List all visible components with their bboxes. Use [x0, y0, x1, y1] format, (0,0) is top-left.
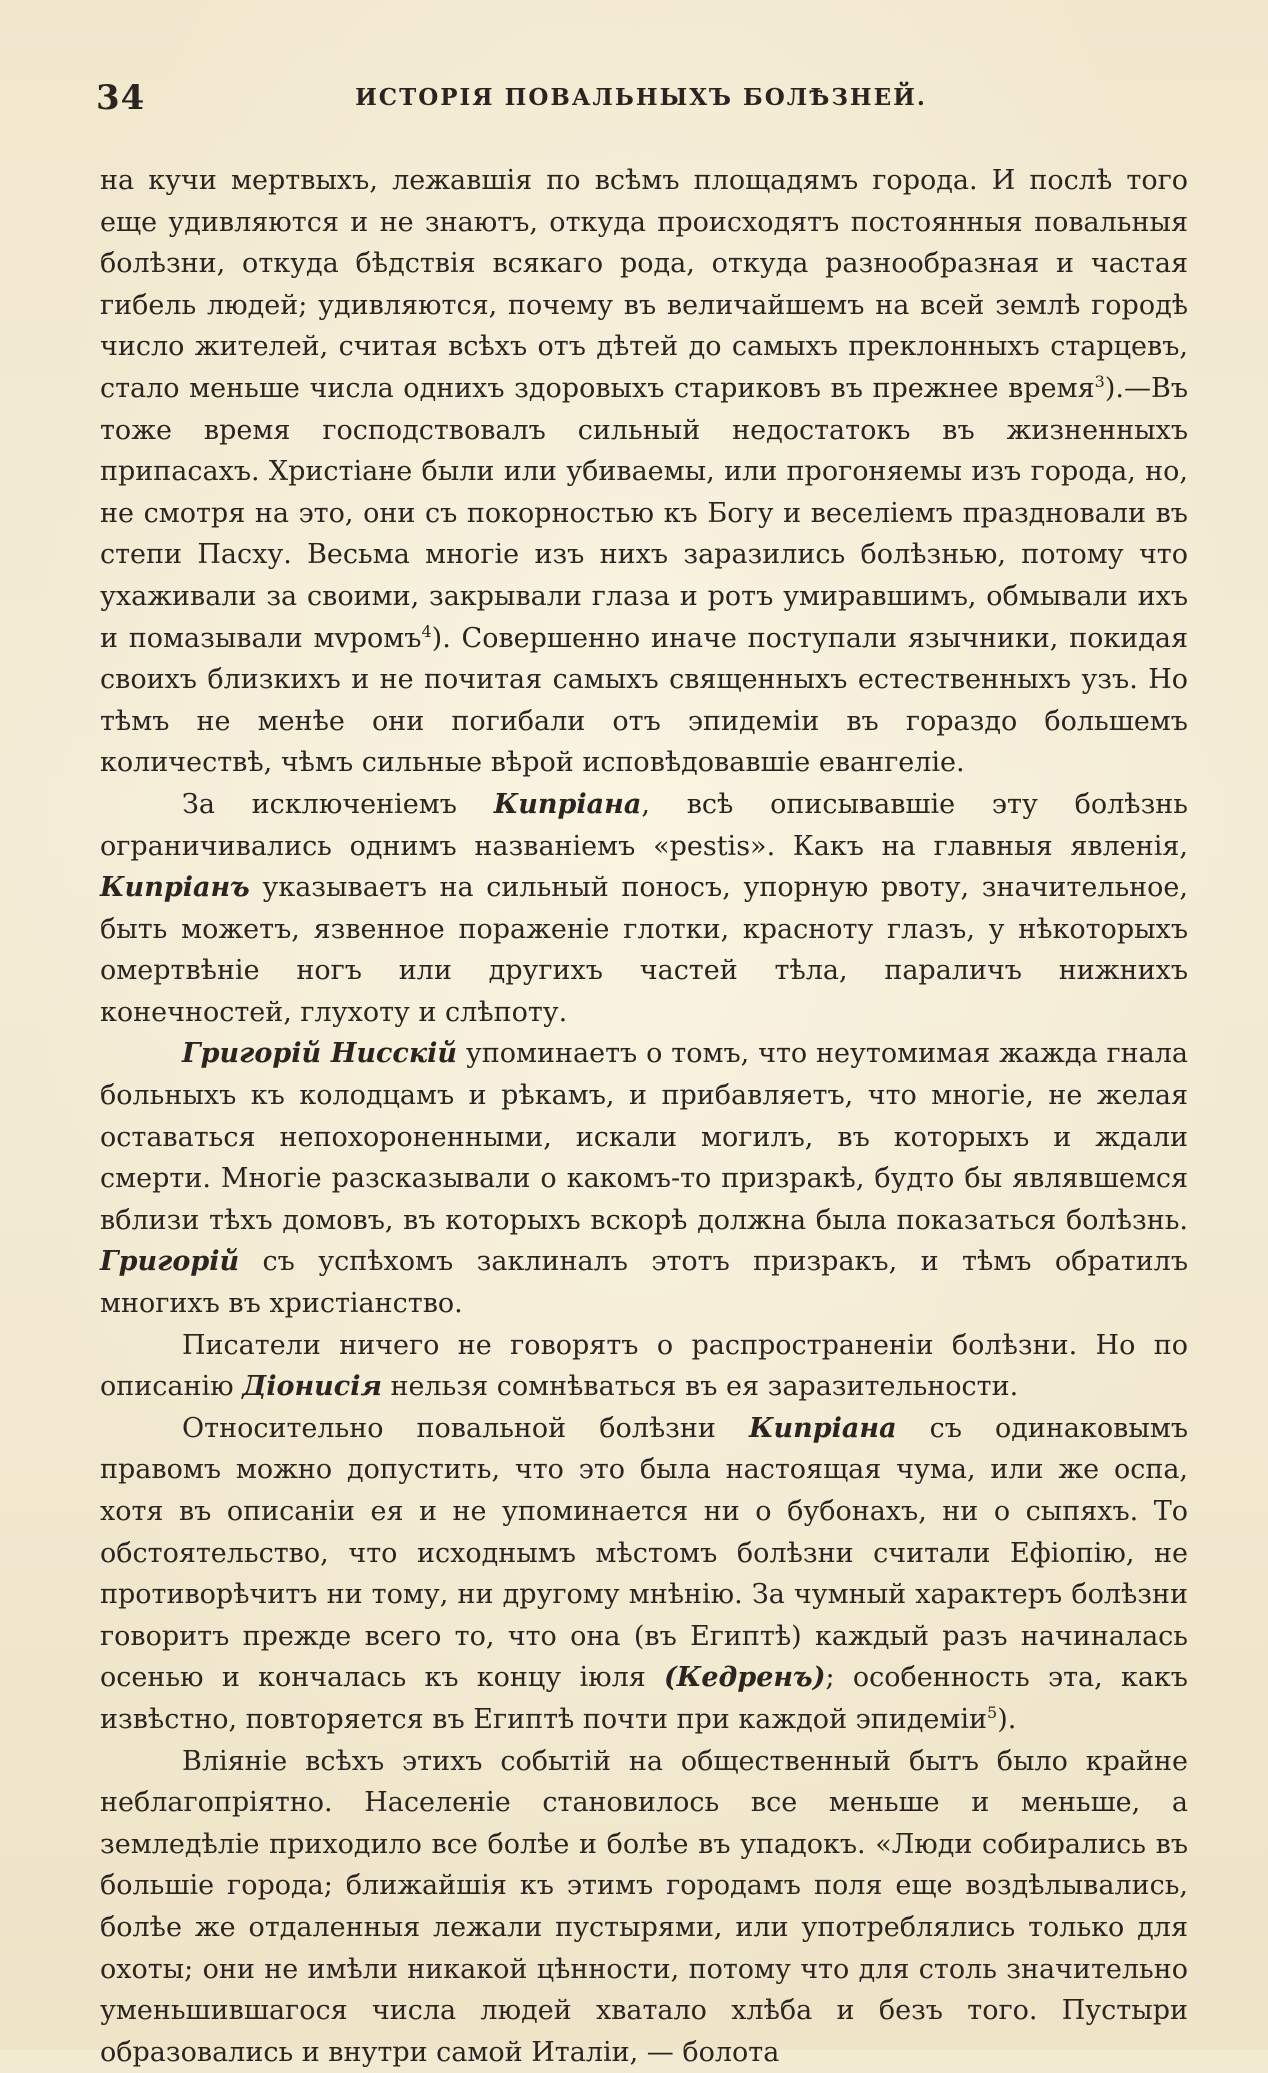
- paragraph-4: [100, 1325, 1188, 1408]
- paragraph-5-text-c: ; особенность эта, какъ извѣстно, повторяется въ Египтѣ почти при каждой эпидеміи: [100, 1662, 1188, 1735]
- page-header: [96, 78, 1186, 118]
- main-text: [100, 160, 1188, 2073]
- person-name: Григорій Нисскій: [182, 1038, 458, 1070]
- paragraph-5: [100, 1408, 1188, 1741]
- paragraph-6-text-a: Вліяніе всѣхъ этихъ событій на общественный бытъ было крайне неблагопріятно. Населеніе становилось все меньше и меньше, а земледѣліе приходило все болѣе и болѣе въ упадокъ. «Люди собирались въ большіе города; ближайшія къ этимъ городамъ поля еще воздѣлывались, болѣе же отдаленныя лежали пустырями, или употреблялись только для охоты; они не имѣли никакой цѣнности, потому что для столь значительно уменьшившагося числа людей хватало хлѣба и безъ того. Пустыри образовались и внутри самой Италіи, — болота: [100, 1745, 1188, 2068]
- footnote-ref-5: 5: [987, 1702, 998, 1722]
- running-title: ИСТОРІЯ ПОВАЛЬНЫХЪ БОЛѢЗНЕЙ.: [355, 84, 927, 111]
- paragraph-5-text-d: ).: [997, 1703, 1017, 1735]
- footnote-ref-4: 4: [421, 621, 432, 641]
- paragraph-3: [100, 1033, 1188, 1324]
- footnote-ref-3: 3: [1094, 371, 1105, 391]
- paragraph-5-text-b: съ одинаковымъ правомъ можно допустить, что это была настоящая чума, или же оспа, хотя въ описаніи ея и не упоминается ни о бубонахъ, ни о сыпяхъ. То обстоятельство, что исходнымъ мѣстомъ болѣзни считали Ефіопію, не противорѣчитъ ни тому, ни другому мнѣнію. За чумный характеръ болѣзни говоритъ прежде всего то, что она (въ Египтѣ) каждый разъ начиналась осенью и кончалась къ концу іюля: [100, 1412, 1189, 1694]
- person-name: Кипріана: [748, 1412, 897, 1444]
- paragraph-2-text-a: За исключеніемъ: [182, 788, 494, 820]
- paragraph-1-text-c: ). Совершенно иначе поступали язычники, покидая своихъ близкихъ и не почитая самыхъ священныхъ естественныхъ узъ. Но тѣмъ не менѣе они погибали отъ эпидеміи въ гораздо большемъ количествѣ, чѣмъ сильные вѣрой исповѣдовавшіе евангеліе.: [100, 622, 1188, 779]
- paragraph-2: [100, 784, 1188, 1034]
- person-name: Кипріанъ: [100, 872, 250, 904]
- paragraph-4-text-a: Писатели ничего не говорятъ о распространеніи болѣзни. Но по описанію: [100, 1329, 1188, 1403]
- page-number: 34: [96, 78, 146, 118]
- paragraph-4-text-b: нельзя сомнѣваться въ ея заразительности.: [381, 1371, 1019, 1403]
- paragraph-3-text-a: упоминаетъ о томъ, что неутомимая жажда гнала больныхъ къ колодцамъ и рѣкамъ, и прибавляетъ, что многіе, не желая оставаться непохороненными, искали могилъ, въ которыхъ и ждали смерти. Многіе разсказывали о какомъ-то призракѣ, будто бы являвшемся вблизи тѣхъ домовъ, въ которыхъ вскорѣ должна была показаться болѣзнь.: [100, 1038, 1188, 1236]
- person-name: Григорій: [100, 1246, 240, 1278]
- person-name: Кипріана: [493, 788, 642, 820]
- paragraph-1-text-a: на кучи мертвыхъ, лежавшія по всѣмъ площадямъ города. И послѣ того еще удивляются и не знаютъ, откуда происходятъ постоянныя повальныя болѣзни, откуда бѣдствія всякаго рода, откуда разнообразная и частая гибель людей; удивляются, почему въ величайшемъ на всей землѣ городѣ число жителей, считая всѣхъ отъ дѣтей до самыхъ преклонныхъ старцевъ, стало меньше числа однихъ здоровыхъ стариковъ въ прежнее время: [100, 165, 1188, 404]
- paragraph-5-text-a: Относительно повальной болѣзни: [182, 1412, 749, 1444]
- paragraph-6: [100, 1741, 1188, 2073]
- person-name: (Кедренъ): [664, 1662, 826, 1694]
- paragraph-3-text-b: съ успѣхомъ заклиналъ этотъ призракъ, и тѣмъ обратилъ многихъ въ христіанство.: [100, 1246, 1188, 1320]
- paragraph-2-text-c: указываетъ на сильный поносъ, упорную рвоту, значительное, быть можетъ, язвенное пораженіе глотки, красноту глазъ, у нѣкоторыхъ омертвѣніе ногъ или другихъ частей тѣла, параличъ нижнихъ конечностей, глухоту и слѣпоту.: [100, 872, 1188, 1028]
- person-name: Діонисія: [242, 1371, 382, 1403]
- paragraph-2-text-b: , всѣ описывавшіе эту болѣзнь ограничивались однимъ названіемъ «pestis». Какъ на главныя явленія,: [100, 788, 1188, 862]
- paragraph-1-text-b: ).—Въ тоже время господствовалъ сильный недостатокъ въ жизненныхъ припасахъ. Христіане были или убиваемы, или прогоняемы изъ города, но, не смотря на это, они съ покорностью къ Богу и веселіемъ праздновали въ степи Пасху. Весьма многіе изъ нихъ заразились болѣзнью, потому что ухаживали за своими, закрывали глаза и ротъ умиравшимъ, обмывали ихъ и помазывали мvромъ: [100, 372, 1188, 654]
- paragraph-1: [100, 160, 1188, 784]
